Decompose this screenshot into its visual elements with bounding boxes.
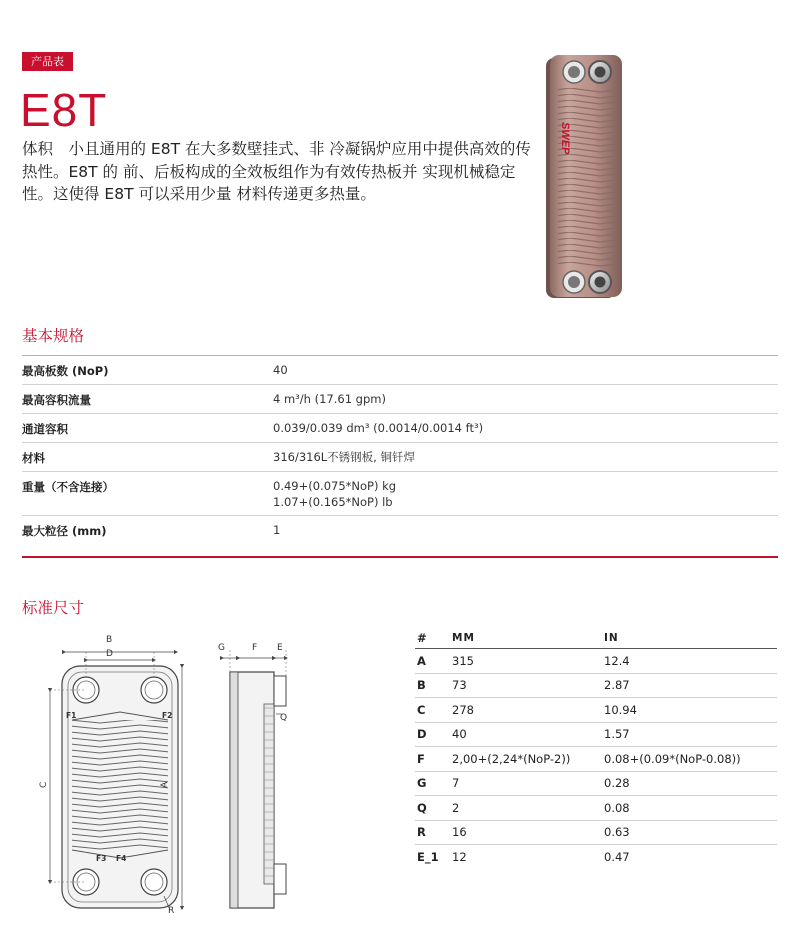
dim-mm: 12 <box>452 850 467 865</box>
label-f: F <box>252 643 258 653</box>
dim-key: D <box>417 727 427 742</box>
dimension-drawing <box>20 628 320 920</box>
spec-row <box>22 472 778 516</box>
spec-row <box>22 443 778 472</box>
dim-in: 2.87 <box>604 678 630 693</box>
dim-in: 0.08+(0.09*(NoP-0.08)) <box>604 751 741 766</box>
dim-key: B <box>417 678 426 693</box>
spec-label: 重量（不含连接） <box>22 480 114 494</box>
dimension-section-title: 标准尺寸 <box>22 599 85 617</box>
dim-mm: 315 <box>452 653 474 668</box>
label-g: G <box>218 643 225 653</box>
port-top-left-icon <box>563 61 585 83</box>
label-r: R <box>168 906 175 916</box>
spec-section-title: 基本规格 <box>22 327 85 345</box>
dim-key: A <box>417 653 426 668</box>
label-f2: F2 <box>162 711 173 720</box>
table-row <box>415 747 777 772</box>
spec-value-line: 0.49+(0.075*NoP) kg <box>273 479 397 493</box>
header-cell: MM <box>452 631 475 644</box>
dim-key: R <box>417 825 426 840</box>
dim-mm: 40 <box>452 727 467 742</box>
spec-table <box>22 355 778 544</box>
intro-paragraph: 体积 小且通用的 E8T 在大多数壁挂式、非 冷凝锅炉应用中提供高效的传热性。E8T 的 前、后板构成的全效板组作为有效传热板并 实现机械稳定性。这使得 E8T 可以采用少量 材料传递更多热量。 <box>22 140 531 203</box>
header-cell: IN <box>604 631 619 644</box>
dim-key: F <box>417 751 425 766</box>
spec-row <box>22 385 778 414</box>
label-f3: F3 <box>96 854 107 863</box>
label-b: B <box>106 635 113 645</box>
dim-in: 1.57 <box>604 727 630 742</box>
dim-in: 0.28 <box>604 776 630 791</box>
spec-row <box>22 516 778 544</box>
port-top-right-icon <box>589 61 611 83</box>
dimension-table <box>415 627 777 870</box>
dim-mm: 2 <box>452 800 460 815</box>
page-title: E8T <box>20 84 108 136</box>
dim-mm: 278 <box>452 702 474 717</box>
spec-label: 通道容积 <box>22 422 68 436</box>
product-image <box>540 52 640 302</box>
dim-key: E_1 <box>417 850 439 865</box>
spec-value: 40 <box>273 363 288 377</box>
port-bottom-right-icon <box>589 271 611 293</box>
dim-mm: 7 <box>452 776 460 791</box>
table-row <box>415 649 777 674</box>
product-sheet-badge: 产品表 <box>22 52 73 71</box>
label-a: A <box>160 781 170 788</box>
dim-mm: 73 <box>452 678 467 693</box>
spec-value: 316/316L不锈钢板, 铜钎焊 <box>273 450 415 464</box>
label-e: E <box>277 643 283 653</box>
dim-key: C <box>417 702 426 717</box>
header-cell: # <box>417 630 427 645</box>
dim-in: 0.47 <box>604 850 630 865</box>
label-q: Q <box>280 713 288 723</box>
swep-logo: SWEP <box>559 122 571 155</box>
table-row <box>415 845 777 870</box>
port-f4-icon <box>141 869 167 895</box>
dim-in: 12.4 <box>604 653 630 668</box>
spec-value-line: 1.07+(0.165*NoP) lb <box>273 495 393 509</box>
table-row <box>415 821 777 846</box>
spec-label: 材料 <box>22 451 45 465</box>
spec-value: 4 m³/h (17.61 gpm) <box>273 392 386 406</box>
dim-in: 0.08 <box>604 800 630 815</box>
dim-mm: 16 <box>452 825 467 840</box>
spec-value <box>273 478 778 510</box>
dim-key: Q <box>417 800 427 815</box>
spec-value: 0.039/0.039 dm³ (0.0014/0.0014 ft³) <box>273 421 484 435</box>
port-bottom-left-icon <box>563 271 585 293</box>
port-f2-icon <box>141 677 167 703</box>
label-c: C <box>39 781 49 788</box>
label-f4: F4 <box>116 854 127 863</box>
label-f1: F1 <box>66 711 77 720</box>
table-row <box>415 674 777 699</box>
spec-row <box>22 414 778 443</box>
table-row <box>415 796 777 821</box>
table-row <box>415 772 777 797</box>
spec-label: 最高板数 (NoP) <box>22 364 109 378</box>
dim-in: 0.63 <box>604 825 630 840</box>
dim-in: 10.94 <box>604 702 637 717</box>
spec-value: 1 <box>273 523 281 537</box>
spec-label: 最高容积流量 <box>22 393 91 407</box>
table-row <box>415 698 777 723</box>
label-d: D <box>106 649 113 659</box>
dim-key: G <box>417 776 427 791</box>
table-row <box>415 723 777 748</box>
spec-row <box>22 356 778 385</box>
spec-label: 最大粒径 (mm) <box>22 524 107 538</box>
dim-mm: 2,00+(2,24*(NoP-2)) <box>452 751 571 766</box>
dimension-table-header <box>415 627 777 649</box>
section-divider <box>22 556 778 558</box>
